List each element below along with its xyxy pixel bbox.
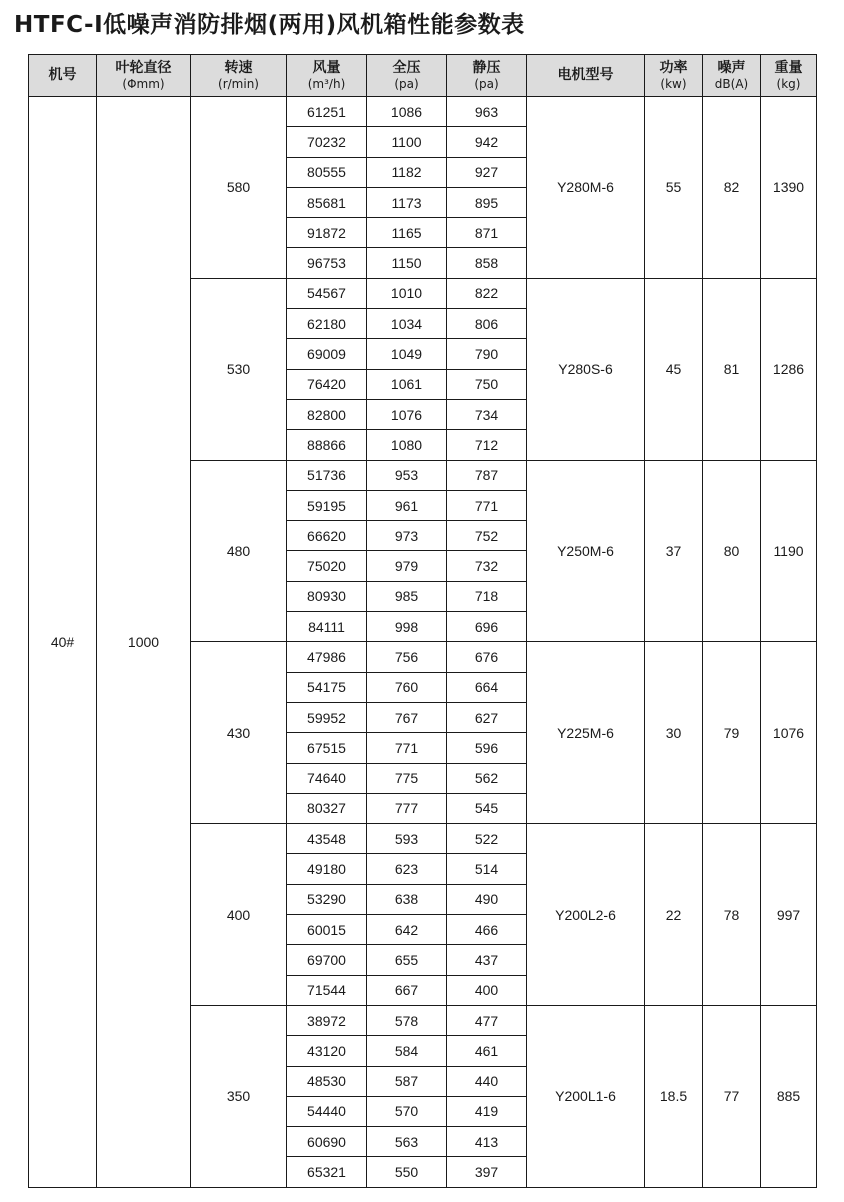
impeller-diameter-cell: 1000 — [97, 97, 191, 1188]
header-weight: 重量 (kg) — [761, 55, 817, 97]
motor-model-cell: Y250M-6 — [527, 460, 645, 642]
static-pressure-cell: 397 — [447, 1157, 527, 1187]
total-pressure-cell: 563 — [367, 1127, 447, 1157]
total-pressure-cell: 667 — [367, 975, 447, 1005]
speed-cell: 530 — [191, 278, 287, 460]
airflow-cell: 54440 — [287, 1096, 367, 1126]
airflow-cell: 70232 — [287, 127, 367, 157]
static-pressure-cell: 696 — [447, 612, 527, 642]
total-pressure-cell: 771 — [367, 733, 447, 763]
static-pressure-cell: 545 — [447, 793, 527, 823]
airflow-cell: 59952 — [287, 702, 367, 732]
weight-cell: 1286 — [761, 278, 817, 460]
static-pressure-cell: 419 — [447, 1096, 527, 1126]
total-pressure-cell: 961 — [367, 490, 447, 520]
total-pressure-cell: 1150 — [367, 248, 447, 278]
static-pressure-cell: 514 — [447, 854, 527, 884]
header-motor-model: 电机型号 — [527, 55, 645, 97]
static-pressure-cell: 752 — [447, 521, 527, 551]
static-pressure-cell: 750 — [447, 369, 527, 399]
airflow-cell: 80930 — [287, 581, 367, 611]
static-pressure-cell: 734 — [447, 399, 527, 429]
total-pressure-cell: 623 — [367, 854, 447, 884]
airflow-cell: 85681 — [287, 187, 367, 217]
airflow-cell: 80555 — [287, 157, 367, 187]
airflow-cell: 43120 — [287, 1036, 367, 1066]
noise-cell: 79 — [703, 642, 761, 824]
airflow-cell: 80327 — [287, 793, 367, 823]
noise-cell: 77 — [703, 1005, 761, 1187]
static-pressure-cell: 790 — [447, 339, 527, 369]
static-pressure-cell: 490 — [447, 884, 527, 914]
power-cell: 45 — [645, 278, 703, 460]
total-pressure-cell: 550 — [367, 1157, 447, 1187]
power-cell: 18.5 — [645, 1005, 703, 1187]
airflow-cell: 69700 — [287, 945, 367, 975]
total-pressure-cell: 1182 — [367, 157, 447, 187]
airflow-cell: 65321 — [287, 1157, 367, 1187]
motor-model-cell: Y225M-6 — [527, 642, 645, 824]
table-header-row — [29, 55, 817, 97]
total-pressure-cell: 973 — [367, 521, 447, 551]
static-pressure-cell: 871 — [447, 218, 527, 248]
static-pressure-cell: 627 — [447, 702, 527, 732]
header-speed: 转速 (r/min) — [191, 55, 287, 97]
static-pressure-cell: 596 — [447, 733, 527, 763]
total-pressure-cell: 1061 — [367, 369, 447, 399]
airflow-cell: 54567 — [287, 278, 367, 308]
total-pressure-cell: 570 — [367, 1096, 447, 1126]
total-pressure-cell: 655 — [367, 945, 447, 975]
static-pressure-cell: 858 — [447, 248, 527, 278]
header-airflow: 风量 (m³/h) — [287, 55, 367, 97]
total-pressure-cell: 578 — [367, 1005, 447, 1035]
static-pressure-cell: 676 — [447, 642, 527, 672]
header-machine-no: 机号 — [29, 55, 97, 97]
static-pressure-cell: 942 — [447, 127, 527, 157]
total-pressure-cell: 1086 — [367, 97, 447, 127]
performance-parameter-table — [28, 54, 817, 1188]
table-body — [29, 97, 817, 1188]
weight-cell: 1390 — [761, 97, 817, 279]
total-pressure-cell: 1173 — [367, 187, 447, 217]
airflow-cell: 82800 — [287, 399, 367, 429]
total-pressure-cell: 1049 — [367, 339, 447, 369]
power-cell: 37 — [645, 460, 703, 642]
power-cell: 30 — [645, 642, 703, 824]
total-pressure-cell: 1165 — [367, 218, 447, 248]
airflow-cell: 88866 — [287, 430, 367, 460]
static-pressure-cell: 477 — [447, 1005, 527, 1035]
airflow-cell: 38972 — [287, 1005, 367, 1035]
table-row — [29, 97, 817, 127]
motor-model-cell: Y200L2-6 — [527, 824, 645, 1006]
weight-cell: 997 — [761, 824, 817, 1006]
airflow-cell: 43548 — [287, 824, 367, 854]
total-pressure-cell: 767 — [367, 702, 447, 732]
static-pressure-cell: 732 — [447, 551, 527, 581]
airflow-cell: 96753 — [287, 248, 367, 278]
static-pressure-cell: 664 — [447, 672, 527, 702]
speed-cell: 400 — [191, 824, 287, 1006]
airflow-cell: 47986 — [287, 642, 367, 672]
static-pressure-cell: 895 — [447, 187, 527, 217]
noise-cell: 82 — [703, 97, 761, 279]
speed-cell: 350 — [191, 1005, 287, 1187]
noise-cell: 78 — [703, 824, 761, 1006]
airflow-cell: 75020 — [287, 551, 367, 581]
static-pressure-cell: 437 — [447, 945, 527, 975]
airflow-cell: 51736 — [287, 460, 367, 490]
total-pressure-cell: 775 — [367, 763, 447, 793]
total-pressure-cell: 1100 — [367, 127, 447, 157]
total-pressure-cell: 979 — [367, 551, 447, 581]
airflow-cell: 67515 — [287, 733, 367, 763]
airflow-cell: 91872 — [287, 218, 367, 248]
total-pressure-cell: 1034 — [367, 309, 447, 339]
static-pressure-cell: 787 — [447, 460, 527, 490]
header-total-pressure: 全压 (pa) — [367, 55, 447, 97]
total-pressure-cell: 642 — [367, 915, 447, 945]
airflow-cell: 62180 — [287, 309, 367, 339]
airflow-cell: 59195 — [287, 490, 367, 520]
static-pressure-cell: 522 — [447, 824, 527, 854]
speed-cell: 430 — [191, 642, 287, 824]
static-pressure-cell: 562 — [447, 763, 527, 793]
static-pressure-cell: 400 — [447, 975, 527, 1005]
header-static-pressure: 静压 (pa) — [447, 55, 527, 97]
total-pressure-cell: 587 — [367, 1066, 447, 1096]
airflow-cell: 60015 — [287, 915, 367, 945]
motor-model-cell: Y200L1-6 — [527, 1005, 645, 1187]
static-pressure-cell: 413 — [447, 1127, 527, 1157]
airflow-cell: 48530 — [287, 1066, 367, 1096]
noise-cell: 80 — [703, 460, 761, 642]
machine-no-cell: 40# — [29, 97, 97, 1188]
airflow-cell: 61251 — [287, 97, 367, 127]
total-pressure-cell: 638 — [367, 884, 447, 914]
total-pressure-cell: 584 — [367, 1036, 447, 1066]
total-pressure-cell: 953 — [367, 460, 447, 490]
weight-cell: 1076 — [761, 642, 817, 824]
header-impeller-diameter: 叶轮直径 (Φmm) — [97, 55, 191, 97]
total-pressure-cell: 756 — [367, 642, 447, 672]
static-pressure-cell: 461 — [447, 1036, 527, 1066]
total-pressure-cell: 1080 — [367, 430, 447, 460]
airflow-cell: 74640 — [287, 763, 367, 793]
static-pressure-cell: 963 — [447, 97, 527, 127]
power-cell: 22 — [645, 824, 703, 1006]
power-cell: 55 — [645, 97, 703, 279]
airflow-cell: 60690 — [287, 1127, 367, 1157]
static-pressure-cell: 440 — [447, 1066, 527, 1096]
header-noise: 噪声 dB(A) — [703, 55, 761, 97]
static-pressure-cell: 712 — [447, 430, 527, 460]
document-title: HTFC-Ⅰ低噪声消防排烟(两用)风机箱性能参数表 — [14, 12, 525, 38]
total-pressure-cell: 593 — [367, 824, 447, 854]
total-pressure-cell: 998 — [367, 612, 447, 642]
static-pressure-cell: 466 — [447, 915, 527, 945]
total-pressure-cell: 1076 — [367, 399, 447, 429]
airflow-cell: 69009 — [287, 339, 367, 369]
speed-cell: 580 — [191, 97, 287, 279]
total-pressure-cell: 760 — [367, 672, 447, 702]
static-pressure-cell: 771 — [447, 490, 527, 520]
total-pressure-cell: 1010 — [367, 278, 447, 308]
speed-cell: 480 — [191, 460, 287, 642]
airflow-cell: 76420 — [287, 369, 367, 399]
header-power: 功率 (kw) — [645, 55, 703, 97]
noise-cell: 81 — [703, 278, 761, 460]
airflow-cell: 66620 — [287, 521, 367, 551]
static-pressure-cell: 927 — [447, 157, 527, 187]
static-pressure-cell: 822 — [447, 278, 527, 308]
airflow-cell: 54175 — [287, 672, 367, 702]
total-pressure-cell: 985 — [367, 581, 447, 611]
static-pressure-cell: 718 — [447, 581, 527, 611]
airflow-cell: 49180 — [287, 854, 367, 884]
weight-cell: 885 — [761, 1005, 817, 1187]
static-pressure-cell: 806 — [447, 309, 527, 339]
motor-model-cell: Y280M-6 — [527, 97, 645, 279]
weight-cell: 1190 — [761, 460, 817, 642]
airflow-cell: 53290 — [287, 884, 367, 914]
motor-model-cell: Y280S-6 — [527, 278, 645, 460]
airflow-cell: 84111 — [287, 612, 367, 642]
airflow-cell: 71544 — [287, 975, 367, 1005]
total-pressure-cell: 777 — [367, 793, 447, 823]
